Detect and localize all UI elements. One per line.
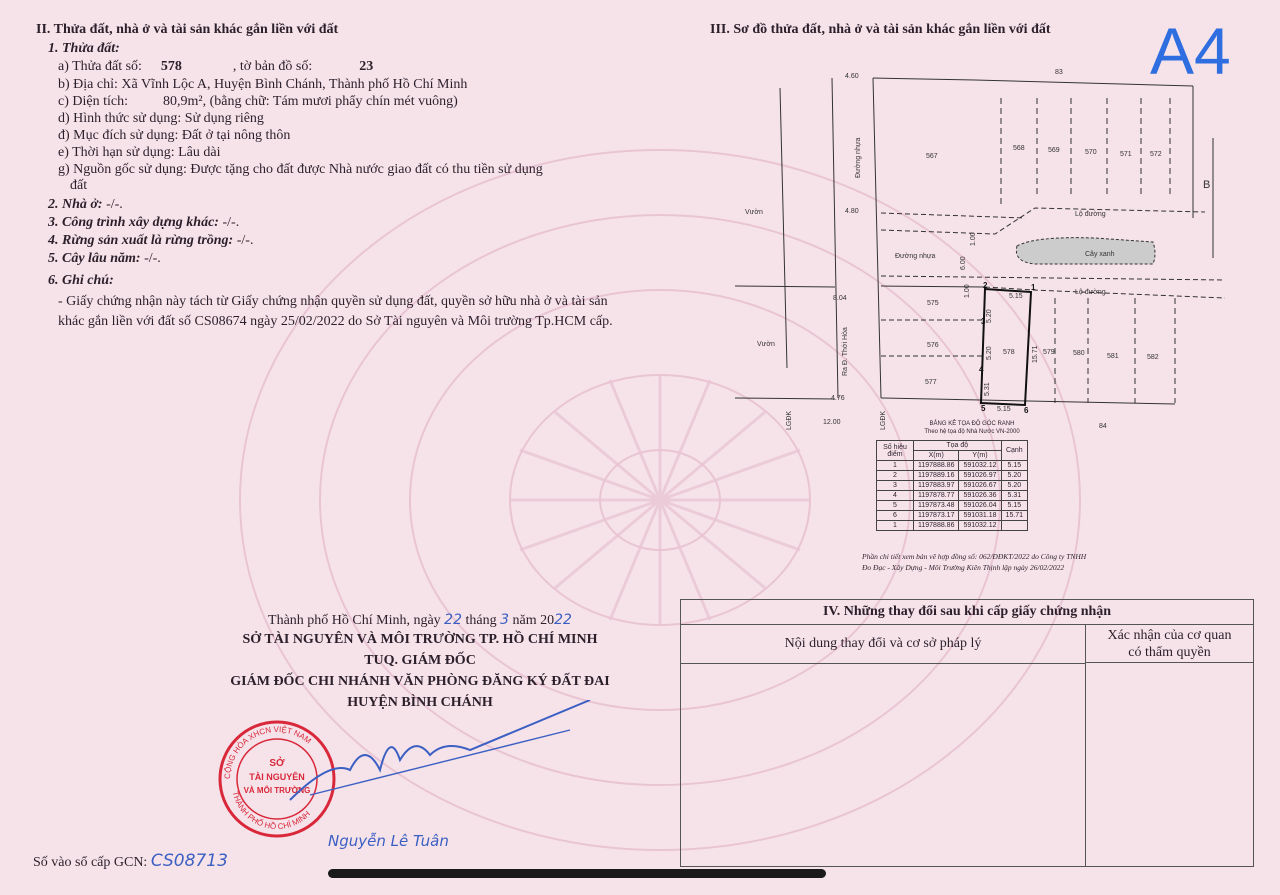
changes-col-authority bbox=[1086, 625, 1253, 663]
date-day: 22 bbox=[444, 612, 462, 628]
parcel-heading: 1. Thửa đất: bbox=[48, 41, 120, 56]
coord-cell-x: 1197883.97 bbox=[914, 481, 959, 491]
vertex-1: 1 bbox=[1031, 283, 1036, 292]
th-x: X(m) bbox=[914, 451, 959, 461]
vertex-2: 2 bbox=[983, 281, 988, 290]
th-edge: Cạnh bbox=[1001, 441, 1028, 461]
date-month: 3 bbox=[500, 612, 510, 628]
vertex-5: 5 bbox=[981, 404, 986, 413]
origin-row-cont: đất bbox=[70, 178, 88, 193]
parcel-579: 579 bbox=[1043, 349, 1055, 356]
area-row bbox=[58, 94, 458, 110]
map-note-2: Đo Đạc - Xây Dựng - Môi Trường Kiên Thịnh lập ngày 26/02/2022 bbox=[862, 563, 1065, 572]
coord-table-title bbox=[892, 420, 1052, 436]
coord-cell-y: 591031.18 bbox=[959, 511, 1001, 521]
garden-line bbox=[780, 88, 787, 368]
coord-cell-y: 591026.97 bbox=[959, 471, 1001, 481]
coord-cell-p: 1 bbox=[877, 461, 914, 471]
parcel-582: 582 bbox=[1147, 354, 1159, 361]
other-works-label: 3. Công trình xây dựng khác: bbox=[48, 215, 219, 230]
parcel-number-label: a) Thửa đất số: bbox=[58, 59, 142, 74]
parcel-575: 575 bbox=[927, 300, 939, 307]
section3-title: III. Sơ đồ thửa đất, nhà ở và tài sản khác gắn liền với đất bbox=[710, 22, 1051, 37]
parcel-577: 577 bbox=[925, 379, 937, 386]
area-label: c) Diện tích: bbox=[58, 94, 128, 109]
lgdk-1: LGĐK bbox=[786, 410, 793, 430]
forest-value: -/-. bbox=[236, 233, 254, 248]
signer-name: Nguyễn Lê Tuân bbox=[328, 832, 449, 850]
coord-cell-y: 591032.12 bbox=[959, 461, 1001, 471]
usage-term-row: e) Thời hạn sử dụng: Lâu dài bbox=[58, 145, 221, 160]
road-to-label: Ra Đ. Thới Hòa bbox=[842, 327, 849, 376]
coord-cell-e bbox=[1001, 521, 1028, 531]
dim-4-80: 4.80 bbox=[845, 208, 859, 215]
dim-8-04: 8.04 bbox=[833, 295, 847, 302]
changes-table bbox=[680, 599, 1254, 867]
map-note bbox=[862, 551, 1086, 573]
vertex-4: 4 bbox=[979, 365, 984, 374]
stamp-mid-3: VÀ MÔI TRƯỜNG bbox=[243, 786, 311, 795]
date-year: 22 bbox=[554, 612, 572, 628]
garden-label-1: Vườn bbox=[745, 209, 763, 216]
lo-duong-1: Lộ đường bbox=[1075, 211, 1106, 218]
forest-label: 4. Rừng sản xuất là rừng trồng: bbox=[48, 233, 234, 248]
director-title: GIÁM ĐỐC CHI NHÁNH VĂN PHÒNG ĐĂNG KÝ ĐẤT ĐAI bbox=[230, 674, 610, 689]
issue-date bbox=[180, 612, 660, 629]
map-sheet-label: , tờ bản đồ số: bbox=[232, 59, 313, 74]
map-note-1: Phần chi tiết xem bản vẽ hợp đồng số: 062/ĐĐKT/2022 do Công ty TNHH bbox=[862, 552, 1087, 561]
th-y: Y(m) bbox=[959, 451, 1001, 461]
coord-table bbox=[876, 440, 1028, 531]
map-sheet-value: 23 bbox=[359, 59, 374, 74]
parcel-570: 570 bbox=[1085, 149, 1097, 156]
dim-5-20-b: 5.20 bbox=[986, 346, 993, 360]
perennial-row bbox=[48, 251, 161, 267]
gcn-value: CS08713 bbox=[150, 851, 228, 871]
coord-cell-x: 1197888.86 bbox=[914, 521, 959, 531]
coord-cell-e: 5.15 bbox=[1001, 461, 1028, 471]
parcel-83: 83 bbox=[1055, 69, 1063, 76]
coord-cell-e: 5.15 bbox=[1001, 501, 1028, 511]
coord-cell-p: 6 bbox=[877, 511, 914, 521]
road-horizontal-label: Đường nhựa bbox=[895, 253, 936, 260]
issuing-org: SỞ TÀI NGUYÊN VÀ MÔI TRƯỜNG TP. HỒ CHÍ MINH bbox=[242, 632, 598, 647]
changes-col-content: Nội dung thay đổi và cơ sở pháp lý bbox=[681, 625, 1086, 664]
dim-1-00-a: 1.00 bbox=[970, 232, 977, 246]
parcel-map bbox=[735, 58, 1235, 438]
stamp-mid-1: SỞ bbox=[269, 758, 285, 769]
notes-heading: 6. Ghi chú: bbox=[48, 273, 114, 288]
dim-12-00: 12.00 bbox=[823, 419, 841, 426]
coord-cell-e: 5.31 bbox=[1001, 491, 1028, 501]
coord-cell-p: 4 bbox=[877, 491, 914, 501]
other-works-row bbox=[48, 215, 239, 231]
parcel-580: 580 bbox=[1073, 350, 1085, 357]
coord-cell-y: 591026.67 bbox=[959, 481, 1001, 491]
usage-purpose-row: đ) Mục đích sử dụng: Đất ở tại nông thôn bbox=[58, 128, 291, 143]
perennial-value: -/-. bbox=[144, 251, 161, 266]
road-edge-left bbox=[832, 78, 838, 398]
parcel-578: 578 bbox=[1003, 349, 1015, 356]
section2-title: II. Thửa đất, nhà ở và tài sản khác gắn liền với đất bbox=[36, 22, 339, 37]
parcel-number-value: 578 bbox=[160, 59, 182, 74]
coord-row bbox=[877, 481, 1028, 491]
district-name: HUYỆN BÌNH CHÁNH bbox=[347, 695, 493, 710]
coord-cell-x: 1197873.17 bbox=[914, 511, 959, 521]
coord-table-title-2: Theo hệ tọa độ Nhà Nước VN-2000 bbox=[924, 429, 1020, 435]
parcel-number-row bbox=[58, 59, 373, 75]
forest-row bbox=[48, 233, 253, 249]
parcel-568: 568 bbox=[1013, 145, 1025, 152]
house-row bbox=[48, 197, 123, 213]
north-label: B bbox=[1203, 179, 1211, 191]
coord-cell-p: 3 bbox=[877, 481, 914, 491]
changes-col-authority-2: có thẩm quyền bbox=[1128, 645, 1211, 660]
coord-cell-e: 5.20 bbox=[1001, 471, 1028, 481]
dim-4-60: 4.60 bbox=[845, 73, 859, 80]
coord-cell-e: 5.20 bbox=[1001, 481, 1028, 491]
tuq-line: TUQ. GIÁM ĐỐC bbox=[364, 653, 476, 668]
page-size-badge: A4 bbox=[1150, 14, 1231, 88]
gcn-row bbox=[33, 851, 228, 871]
coord-table-title-1: BẢNG KÊ TỌA ĐỘ GÓC RANH bbox=[929, 421, 1015, 427]
dim-5-15-top: 5.15 bbox=[1009, 293, 1023, 300]
coord-row bbox=[877, 511, 1028, 521]
gcn-label: Số vào sổ cấp GCN: bbox=[33, 855, 148, 870]
origin-row: g) Nguồn gốc sử dụng: Được tặng cho đất được Nhà nước giao đất có thu tiền sử dụng bbox=[58, 162, 543, 177]
parcel-576: 576 bbox=[927, 342, 939, 349]
section4-title: IV. Những thay đổi sau khi cấp giấy chứng nhận bbox=[681, 600, 1253, 625]
parcel-571: 571 bbox=[1120, 151, 1132, 158]
dim-1-00-b: 1.00 bbox=[964, 284, 971, 298]
coord-row bbox=[877, 521, 1028, 531]
dim-5-15-bottom: 5.15 bbox=[997, 406, 1011, 413]
coord-cell-x: 1197888.86 bbox=[914, 461, 959, 471]
house-label: 2. Nhà ở: bbox=[48, 197, 103, 212]
parcel-569: 569 bbox=[1048, 147, 1060, 154]
coord-cell-p: 5 bbox=[877, 501, 914, 511]
dim-6-00: 6.00 bbox=[960, 256, 967, 270]
notes-text: - Giấy chứng nhận này tách từ Giấy chứng nhận quyền sử dụng đất, quyền sở hữu nhà ở và tài sản khác gắn liền với đất số CS08674 ngày 25/02/2022 do Sở Tài nguyên và Môi trường Tp.HCM cấp. bbox=[58, 294, 613, 329]
th-point: Số hiệu điểm bbox=[877, 441, 914, 461]
dim-5-20-a: 5.20 bbox=[986, 309, 993, 323]
th-coord: Tọa độ bbox=[914, 441, 1002, 451]
dim-4-76: 4.76 bbox=[831, 395, 845, 402]
coord-cell-y: 591032.12 bbox=[959, 521, 1001, 531]
dim-15-71: 15.71 bbox=[1032, 345, 1039, 363]
date-year-label: năm 20 bbox=[512, 613, 555, 628]
parcel-567: 567 bbox=[926, 153, 938, 160]
cay-xanh-label: Cây xanh bbox=[1085, 251, 1115, 258]
coord-cell-y: 591026.04 bbox=[959, 501, 1001, 511]
parcel-84: 84 bbox=[1099, 423, 1107, 430]
dim-5-31: 5.31 bbox=[984, 382, 991, 396]
coord-cell-x: 1197873.48 bbox=[914, 501, 959, 511]
vertex-3: 3 bbox=[981, 317, 986, 326]
coord-row bbox=[877, 461, 1028, 471]
usage-form-row: d) Hình thức sử dụng: Sử dụng riêng bbox=[58, 111, 264, 126]
coord-row bbox=[877, 491, 1028, 501]
coord-cell-y: 591026.36 bbox=[959, 491, 1001, 501]
changes-col-authority-1: Xác nhận của cơ quan bbox=[1107, 628, 1232, 643]
stamp-mid-2: TÀI NGUYÊN bbox=[249, 772, 305, 782]
house-value: -/-. bbox=[106, 197, 123, 212]
garden-label-2: Vườn bbox=[757, 341, 775, 348]
home-indicator-bar[interactable] bbox=[328, 869, 826, 878]
area-value: 80,9m², (bằng chữ: Tám mươi phẩy chín mét vuông) bbox=[162, 94, 458, 109]
road-vertical-label: Đường nhựa bbox=[855, 137, 862, 178]
coord-row bbox=[877, 471, 1028, 481]
coord-cell-x: 1197889.16 bbox=[914, 471, 959, 481]
other-works-value: -/-. bbox=[222, 215, 240, 230]
handwritten-signature bbox=[270, 700, 600, 810]
address-row: b) Địa chỉ: Xã Vĩnh Lộc A, Huyện Bình Chánh, Thành phố Hồ Chí Minh bbox=[58, 77, 468, 92]
coord-row bbox=[877, 501, 1028, 511]
lgdk-2: LGĐK bbox=[880, 410, 887, 430]
date-prefix: Thành phố Hồ Chí Minh, ngày bbox=[268, 613, 441, 628]
lo-duong-2: Lộ đường bbox=[1075, 289, 1106, 296]
stamp-top-text: CỘNG HÒA XHCN VIỆT NAM bbox=[222, 724, 313, 780]
perennial-label: 5. Cây lâu năm: bbox=[48, 251, 141, 266]
coord-cell-p: 1 bbox=[877, 521, 914, 531]
parcel-581: 581 bbox=[1107, 353, 1119, 360]
changes-divider bbox=[1085, 663, 1086, 866]
vertex-6: 6 bbox=[1024, 406, 1029, 415]
stamp-bottom-text: THÀNH PHỐ HỒ CHÍ MINH bbox=[230, 790, 312, 832]
parcel-572: 572 bbox=[1150, 151, 1162, 158]
road-edge-right bbox=[873, 78, 881, 398]
coord-cell-x: 1197878.77 bbox=[914, 491, 959, 501]
coord-cell-p: 2 bbox=[877, 471, 914, 481]
coord-cell-e: 15.71 bbox=[1001, 511, 1028, 521]
signature-block bbox=[180, 612, 660, 713]
date-month-label: tháng bbox=[465, 613, 497, 628]
